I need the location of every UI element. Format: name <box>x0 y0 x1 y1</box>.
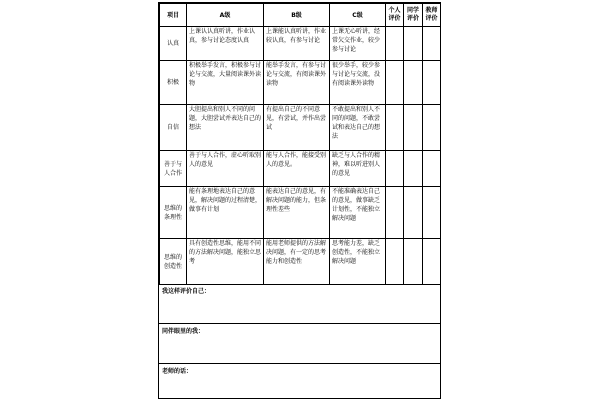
row-b-desc: 有提出自己的不同意见，有尝试，并作出尝试 <box>264 105 330 151</box>
table-row <box>160 239 441 285</box>
table-row <box>160 105 441 151</box>
evaluation-table <box>159 3 441 285</box>
row-b-desc: 能用老师提供的方法解决问题，有一定的思考能力和创造性 <box>264 239 330 285</box>
row-b-desc: 上课能认真听讲，作业较认真，有参与讨论 <box>264 27 330 61</box>
row-c-desc: 很少举手，较少参与讨论与交流，没有阅读课外读物 <box>330 61 386 105</box>
row-b-desc: 能表达自己的意见，有解决问题的能力，但条理性差些 <box>264 187 330 239</box>
teacher-eval-cell[interactable] <box>423 105 441 151</box>
header-a-level: A级 <box>187 4 264 27</box>
header-b-level: B级 <box>264 4 330 27</box>
self-eval-cell[interactable] <box>386 27 404 61</box>
row-item: 思维的创造性 <box>160 239 187 285</box>
header-peer-eval <box>404 4 423 27</box>
header-item: 项目 <box>160 4 187 27</box>
row-item: 思维的条理性 <box>160 187 187 239</box>
header-teacher-eval-line2: 评价 <box>425 15 438 22</box>
row-item: 善于与人合作 <box>160 151 187 187</box>
peer-eval-cell[interactable] <box>404 239 423 285</box>
header-peer-eval-line2: 评价 <box>406 15 419 22</box>
row-a-desc: 大胆提出和别人不同的问题，大胆尝试并表达自己的想法 <box>187 105 264 151</box>
row-c-desc: 不能准确表达自己的意见，做事缺乏计划性，不能独立解决问题 <box>330 187 386 239</box>
table-row <box>160 151 441 187</box>
self-comment-label: 我这样评价自己： <box>162 288 211 295</box>
table-header-row <box>160 4 441 27</box>
row-item: 认真 <box>160 27 187 61</box>
header-c-level: C级 <box>330 4 386 27</box>
table-row <box>160 187 441 239</box>
row-c-desc: 思考能力差，缺乏创造性，不能独立解决问题 <box>330 239 386 285</box>
self-comment-box[interactable] <box>159 284 440 324</box>
self-eval-cell[interactable] <box>386 151 404 187</box>
teacher-eval-cell[interactable] <box>423 239 441 285</box>
peer-eval-cell[interactable] <box>404 105 423 151</box>
row-a-desc: 上课认认真听讲，作业认真，参与讨论态度认真 <box>187 27 264 61</box>
peer-comment-box[interactable] <box>159 324 440 364</box>
row-a-desc: 善于与人合作，虚心听取别人的意见 <box>187 151 264 187</box>
header-teacher-eval <box>423 4 441 27</box>
peer-comment-label: 同伴眼里的我： <box>162 328 205 335</box>
peer-eval-cell[interactable] <box>404 151 423 187</box>
teacher-eval-cell[interactable] <box>423 187 441 239</box>
evaluation-sheet <box>158 2 441 399</box>
teacher-eval-cell[interactable] <box>423 151 441 187</box>
self-eval-cell[interactable] <box>386 239 404 285</box>
self-eval-cell[interactable] <box>386 61 404 105</box>
peer-eval-cell[interactable] <box>404 27 423 61</box>
row-c-desc: 上课无心听讲，经常欠交作业，较少参与讨论 <box>330 27 386 61</box>
peer-eval-cell[interactable] <box>404 61 423 105</box>
row-a-desc: 具有创造性思维，能用不同的方法解决问题，能独立思考 <box>187 239 264 285</box>
teacher-eval-cell[interactable] <box>423 61 441 105</box>
row-item: 自信 <box>160 105 187 151</box>
header-self-eval <box>386 4 404 27</box>
self-eval-cell[interactable] <box>386 187 404 239</box>
row-c-desc: 缺乏与人合作的精神，难以听进别人的意见 <box>330 151 386 187</box>
row-c-desc: 不敢提出和别人不同的问题，不敢尝试和表达自己的想法 <box>330 105 386 151</box>
table-row <box>160 27 441 61</box>
row-item: 积极 <box>160 61 187 105</box>
peer-eval-cell[interactable] <box>404 187 423 239</box>
row-a-desc: 积极举手发言，积极参与讨论与交流，大量阅读课外读物 <box>187 61 264 105</box>
header-self-eval-line2: 评价 <box>388 15 401 22</box>
header-self-eval-line1: 个人 <box>388 7 401 14</box>
teacher-comment-box[interactable] <box>159 364 440 398</box>
row-a-desc: 能有条理地表达自己的意见，解决问题的过程清楚，做事有计划 <box>187 187 264 239</box>
teacher-eval-cell[interactable] <box>423 27 441 61</box>
table-row <box>160 61 441 105</box>
header-teacher-eval-line1: 教师 <box>425 7 438 14</box>
header-peer-eval-line1: 同学 <box>406 7 419 14</box>
row-b-desc: 能举手发言，有参与讨论与交流，有阅读课外读物 <box>264 61 330 105</box>
self-eval-cell[interactable] <box>386 105 404 151</box>
teacher-comment-label: 老师的话： <box>162 368 193 375</box>
row-b-desc: 能与人合作，能接受别人的意见。 <box>264 151 330 187</box>
